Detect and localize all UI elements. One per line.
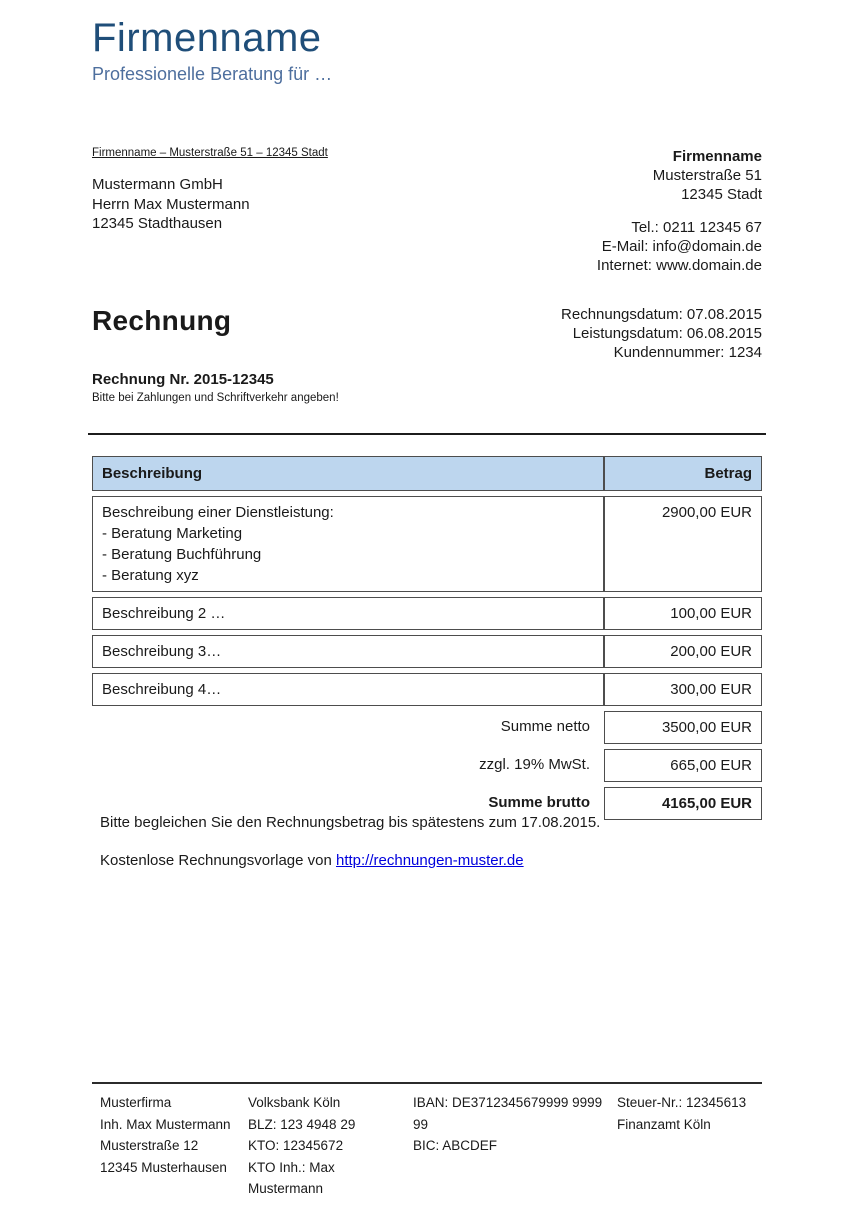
company-address-city: 12345 Stadt [681, 186, 762, 203]
footer-bank-blz: BLZ: 123 4948 29 [248, 1116, 356, 1132]
item-description-line: - Beratung Buchführung [102, 546, 262, 563]
item-amount-cell: 200,00 EUR [604, 635, 762, 668]
item-amount-cell: 100,00 EUR [604, 597, 762, 630]
recipient-city: 12345 Stadthausen [92, 215, 223, 232]
invoice-number-note: Bitte bei Zahlungen und Schriftverkehr angeben! [92, 392, 339, 404]
footer [92, 1082, 762, 1200]
customer-number: Kundennummer: 1234 [613, 344, 762, 361]
template-link[interactable]: http://rechnungen-muster.de [336, 852, 524, 869]
item-description-cell [92, 673, 604, 706]
invoice-date: Rechnungsdatum: 07.08.2015 [561, 306, 762, 323]
footer-tax-column [617, 1092, 762, 1200]
invoice-number: Rechnung Nr. 2015-12345 [92, 371, 274, 388]
recipient-block [92, 147, 328, 275]
footer-bank-name: Volksbank Köln [248, 1095, 341, 1110]
item-description-line: - Beratung Marketing [102, 525, 243, 542]
summary-amount-mwst: 665,00 EUR [604, 749, 762, 782]
company-website: Internet: www.domain.de [596, 257, 762, 274]
footer-company-name: Musterfirma [100, 1095, 172, 1110]
footer-iban-column [413, 1092, 617, 1200]
summary-amount-brutto: 4165,00 EUR [604, 787, 762, 820]
payment-due-note: Bitte begleichen Sie den Rechnungsbetrag bis spätestens zum 17.08.2015. [100, 814, 601, 831]
company-contact [597, 218, 762, 275]
invoice-heading-row [92, 305, 762, 362]
divider-rule [88, 433, 766, 435]
footer-bic: BIC: ABCDEF [413, 1138, 498, 1153]
recipient-company: Mustermann GmbH [92, 176, 223, 193]
item-description-cell [92, 496, 604, 592]
item-description-cell [92, 635, 604, 668]
item-description-line: Beschreibung 2 … [102, 605, 226, 622]
table-row [92, 597, 762, 630]
item-description-line: Beschreibung 4… [102, 681, 222, 698]
sender-return-line: Firmenname – Musterstraße 51 – 12345 Stadt [92, 147, 328, 159]
template-credit-text: Kostenlose Rechnungsvorlage von [100, 852, 336, 869]
footer-bank-kto-inh: KTO Inh.: Max Mustermann [248, 1159, 335, 1196]
footer-company-owner: Inh. Max Mustermann [100, 1116, 231, 1132]
footer-iban: IBAN: DE3712345679999 9999 99 [413, 1095, 603, 1132]
recipient-name: Herrn Max Mustermann [92, 195, 250, 213]
company-address-block [597, 147, 762, 275]
table-row [92, 635, 762, 668]
letterhead [92, 16, 332, 85]
summary-label-netto: Summe netto [500, 718, 590, 735]
summary-row-netto [92, 711, 762, 744]
footer-bank-kto: KTO: 12345672 [248, 1138, 344, 1153]
item-amount-cell: 300,00 EUR [604, 673, 762, 706]
recipient-address [92, 175, 328, 234]
table-header-row [92, 456, 762, 491]
service-date: Leistungsdatum: 06.08.2015 [572, 325, 762, 342]
company-tagline: Professionelle Beratung für … [92, 64, 333, 84]
footer-company-column [92, 1092, 248, 1200]
footer-tax-number: Steuer-Nr.: 12345613 [617, 1095, 747, 1110]
column-header-amount: Betrag [604, 456, 762, 491]
item-description-line: Beschreibung 3… [102, 643, 222, 660]
item-amount-cell: 2900,00 EUR [604, 496, 762, 592]
summary-label-mwst: zzgl. 19% MwSt. [479, 756, 590, 773]
footer-company-street: Musterstraße 12 [100, 1138, 199, 1153]
summary-amount-netto: 3500,00 EUR [604, 711, 762, 744]
summary-label-brutto: Summe brutto [488, 794, 590, 811]
footer-company-city: 12345 Musterhausen [100, 1159, 227, 1175]
company-phone: Tel.: 0211 12345 67 [631, 219, 762, 236]
item-description-cell [92, 597, 604, 630]
company-email: E-Mail: info@domain.de [601, 238, 762, 255]
company-address-name: Firmenname [672, 148, 762, 165]
footer-bank-column [248, 1092, 413, 1200]
footer-tax-office: Finanzamt Köln [617, 1116, 711, 1132]
invoice-meta [561, 305, 762, 362]
invoice-table-section [92, 451, 762, 825]
invoice-table [92, 451, 762, 825]
table-row [92, 496, 762, 592]
page-title: Rechnung [92, 305, 232, 336]
item-description-line: Beschreibung einer Dienstleistung: [102, 504, 334, 521]
company-address-street: Musterstraße 51 [652, 167, 762, 184]
item-description-line: - Beratung xyz [102, 567, 199, 584]
template-credit-note [100, 852, 524, 869]
table-row [92, 673, 762, 706]
column-header-description: Beschreibung [92, 456, 604, 491]
company-logo-text: Firmenname [92, 16, 322, 60]
invoice-number-block [92, 371, 339, 404]
summary-row-mwst [92, 749, 762, 782]
address-section [92, 147, 762, 275]
